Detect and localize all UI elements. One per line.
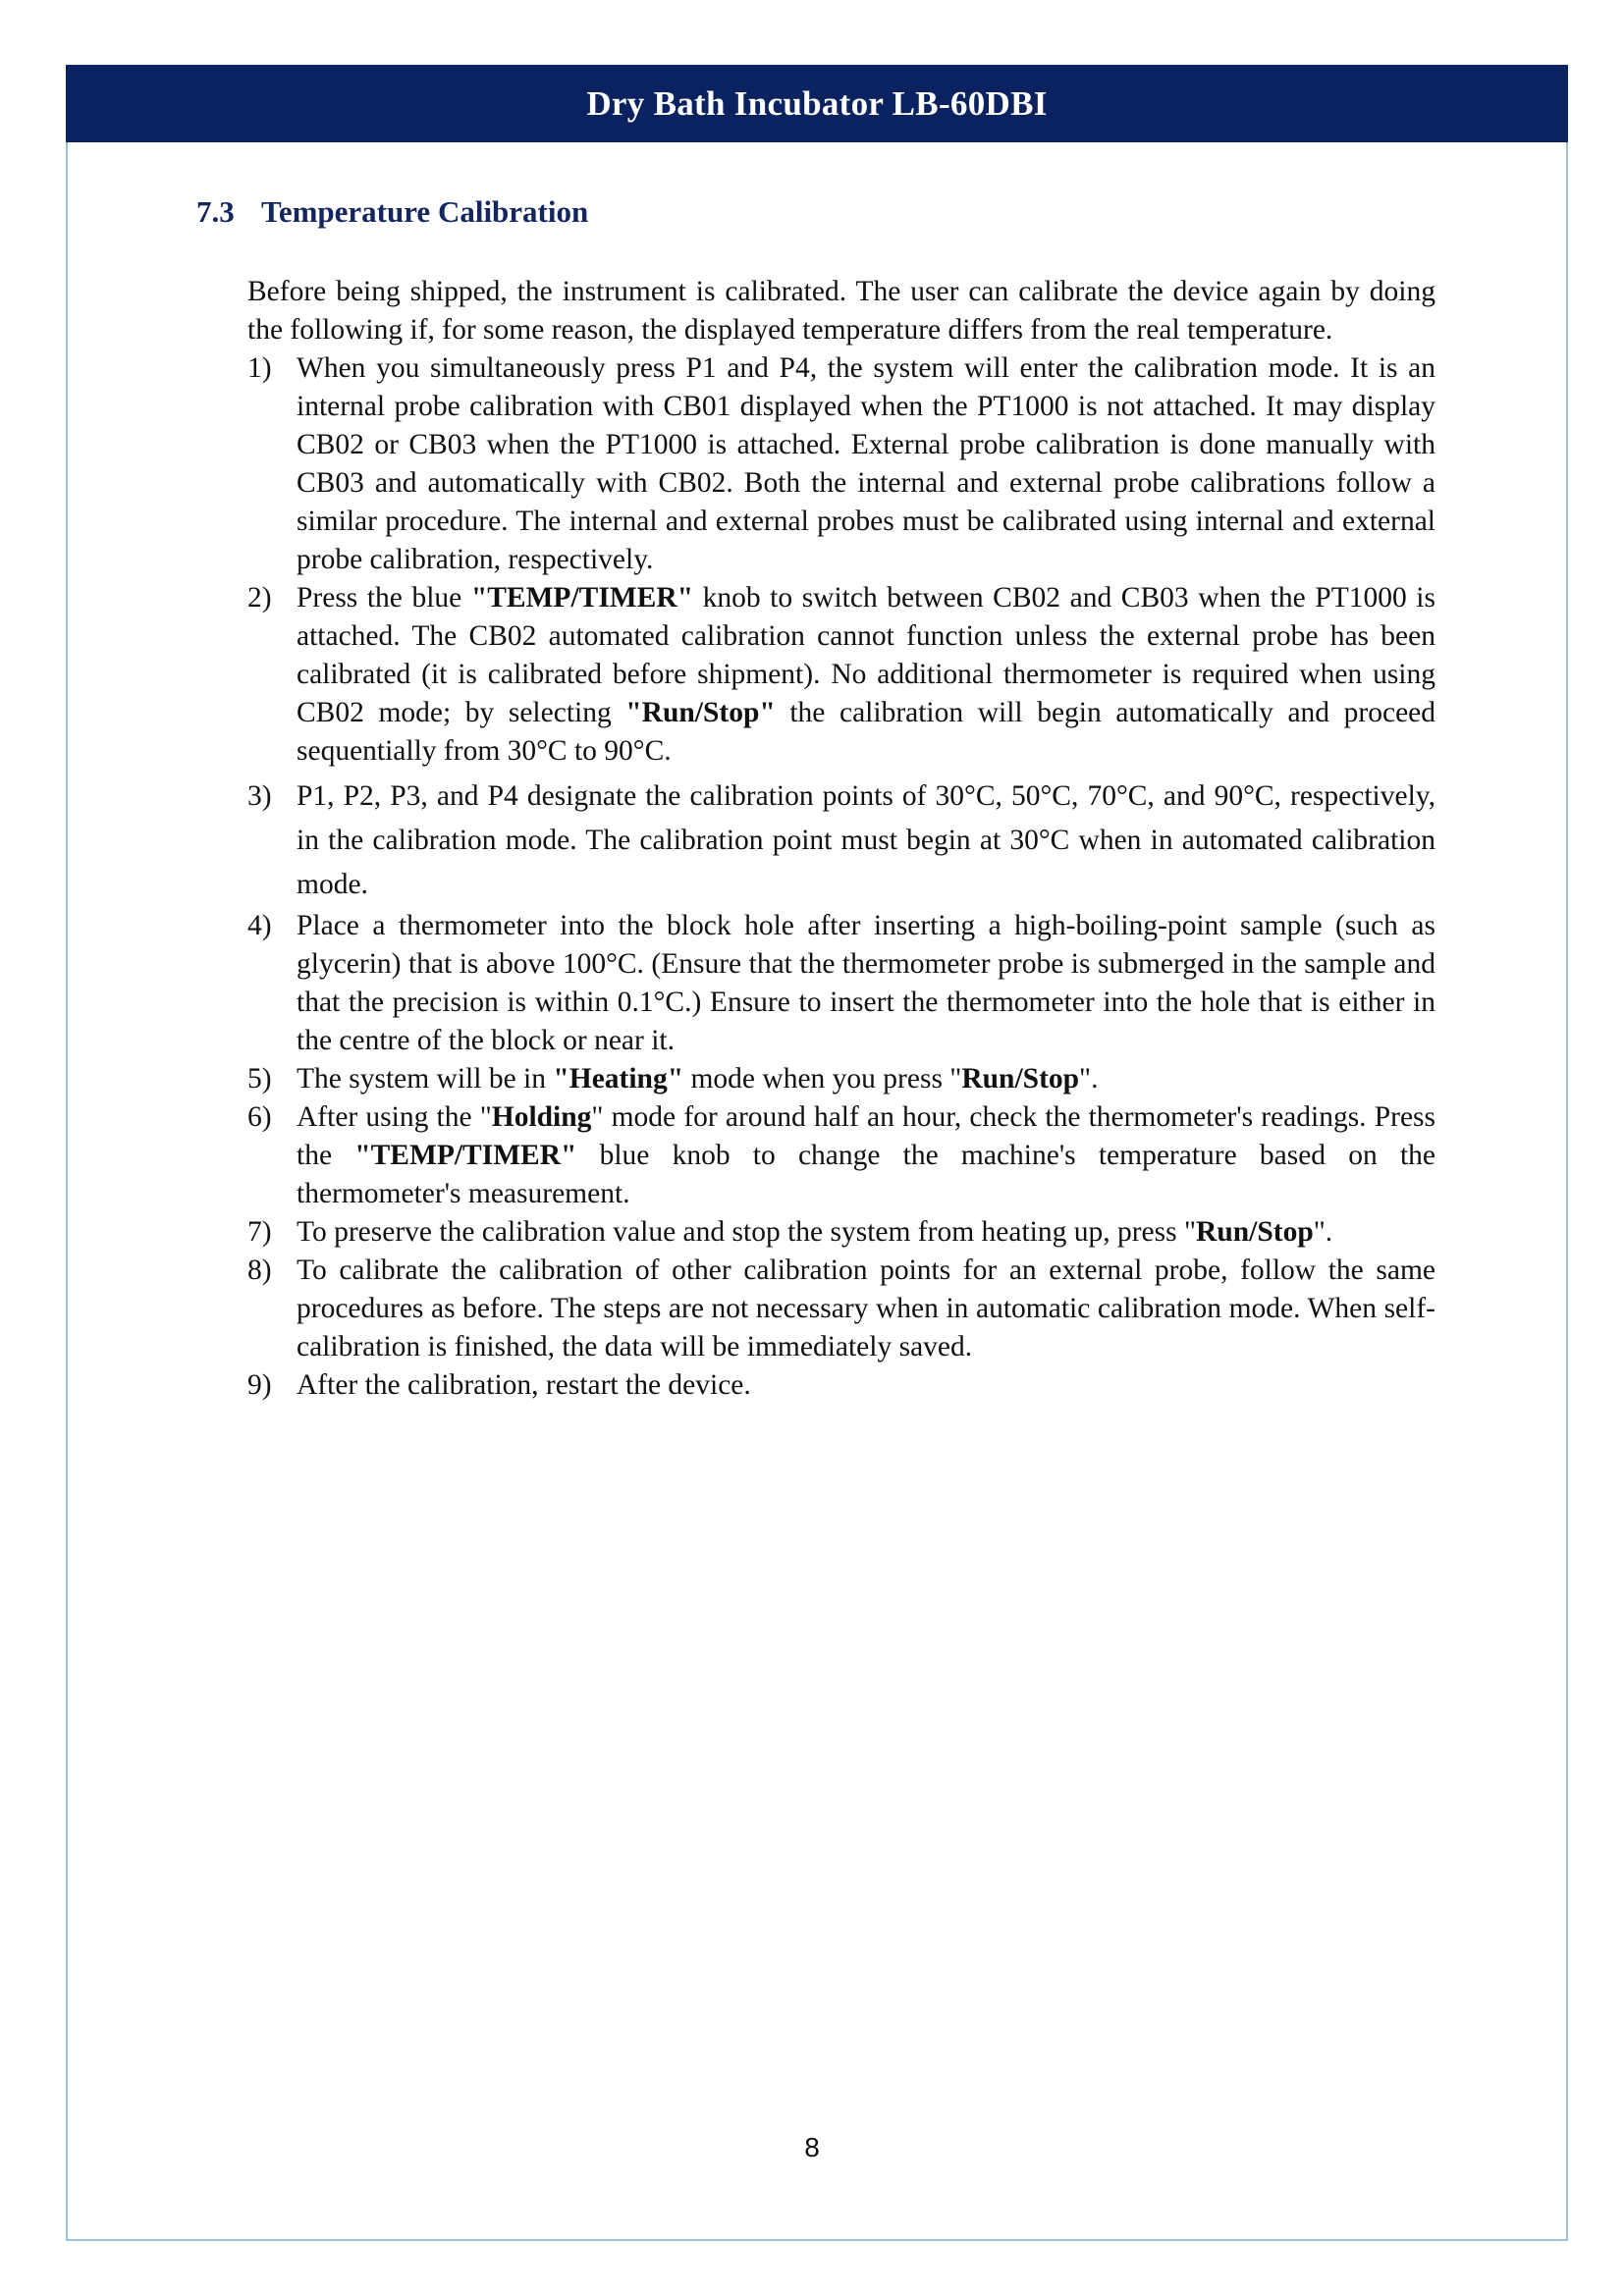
section-number: 7.3 bbox=[196, 194, 235, 229]
header-bar bbox=[66, 65, 1568, 142]
step-text: P1, P2, P3, and P4 designate the calibration points of 30°C, 50°C, 70°C, and 90°C, respectively, in the calibration mode. The calibration point must begin at 30°C when in automated calibration mode. bbox=[297, 780, 1435, 900]
step-item bbox=[247, 1098, 1435, 1213]
step-number: 6) bbox=[247, 1101, 272, 1133]
step-item bbox=[247, 1366, 1435, 1405]
step-item bbox=[247, 1252, 1435, 1366]
steps-list bbox=[247, 349, 1435, 1405]
step-number: 8) bbox=[247, 1255, 272, 1286]
step-text: To preserve the calibration value and stop the system from heating up, press " bbox=[297, 1216, 1197, 1248]
step-number: 4) bbox=[247, 910, 272, 941]
step-emphasis: "TEMP/TIMER" bbox=[470, 582, 694, 614]
step-text: " mode for around half an hour, check the thermometer's readings. Press the bbox=[297, 1101, 1436, 1171]
section-title: Temperature Calibration bbox=[261, 194, 589, 229]
step-text: Place a thermometer into the block hole after inserting a high-boiling-point sample (such as glycerin) that is above 100°C. (Ensure that the thermometer probe is submerged in the sample and that the precision is within 0.1°C.) Ensure to insert the thermometer into the hole that is either in the centre of the block or near it. bbox=[297, 910, 1435, 1056]
step-item bbox=[247, 349, 1435, 579]
step-text: The system will be in bbox=[297, 1063, 554, 1095]
page-number: 8 bbox=[804, 2132, 820, 2163]
step-emphasis: Run/Stop bbox=[1196, 1216, 1314, 1248]
step-item bbox=[247, 579, 1435, 771]
step-emphasis: "Run/Stop" bbox=[625, 697, 776, 728]
step-number: 1) bbox=[247, 352, 272, 384]
step-item bbox=[247, 907, 1435, 1060]
step-text: ". bbox=[1079, 1063, 1099, 1095]
step-item bbox=[247, 774, 1435, 907]
step-number: 2) bbox=[247, 582, 272, 614]
step-emphasis: Run/Stop bbox=[961, 1063, 1080, 1095]
step-text: ". bbox=[1313, 1216, 1333, 1248]
section-body bbox=[247, 273, 1435, 1405]
step-number: 5) bbox=[247, 1063, 272, 1095]
step-text: blue knob to change the machine's temperature based on the thermometer's measurement. bbox=[297, 1140, 1435, 1209]
step-number: 3) bbox=[247, 780, 272, 812]
step-text: mode when you press " bbox=[683, 1063, 962, 1095]
step-emphasis: Holding bbox=[491, 1101, 592, 1133]
section-heading bbox=[196, 194, 588, 230]
step-text: Press the blue bbox=[297, 582, 471, 614]
step-text: After the calibration, restart the device. bbox=[297, 1369, 751, 1401]
step-number: 9) bbox=[247, 1369, 272, 1401]
step-number: 7) bbox=[247, 1216, 272, 1248]
intro-paragraph: Before being shipped, the instrument is calibrated. The user can calibrate the device again by doing the following if, for some reason, the displayed temperature differs from the real temperature. bbox=[247, 276, 1435, 346]
step-item bbox=[247, 1213, 1435, 1252]
step-item bbox=[247, 1060, 1435, 1098]
step-emphasis: "TEMP/TIMER" bbox=[354, 1140, 577, 1171]
step-text: After using the " bbox=[297, 1101, 492, 1133]
step-text: the calibration will begin automatically and proceed sequentially from 30°C to 90°C. bbox=[297, 697, 1435, 767]
step-emphasis: "Heating" bbox=[553, 1063, 684, 1095]
step-text: When you simultaneously press P1 and P4, the system will enter the calibration mode. It is an internal probe calibration with CB01 displayed when the PT1000 is not attached. It may display CB02 or CB03 when the PT1000 is attached. External probe calibration is done manually with CB03 and automatically with CB02. Both the internal and external probe calibrations follow a similar procedure. The internal and external probes must be calibrated using internal and external probe calibration, respectively. bbox=[297, 352, 1435, 575]
step-text: To calibrate the calibration of other calibration points for an external probe, follow the same procedures as before. The steps are not necessary when in automatic calibration mode. When self-calibration is finished, the data will be immediately saved. bbox=[297, 1255, 1435, 1362]
step-text: knob to switch between CB02 and CB03 when the PT1000 is attached. The CB02 automated calibration cannot function unless the external probe has been calibrated (it is calibrated before shipment). No additional thermometer is required when using CB02 mode; by selecting bbox=[297, 582, 1435, 728]
document-title: Dry Bath Incubator LB-60DBI bbox=[586, 83, 1048, 123]
